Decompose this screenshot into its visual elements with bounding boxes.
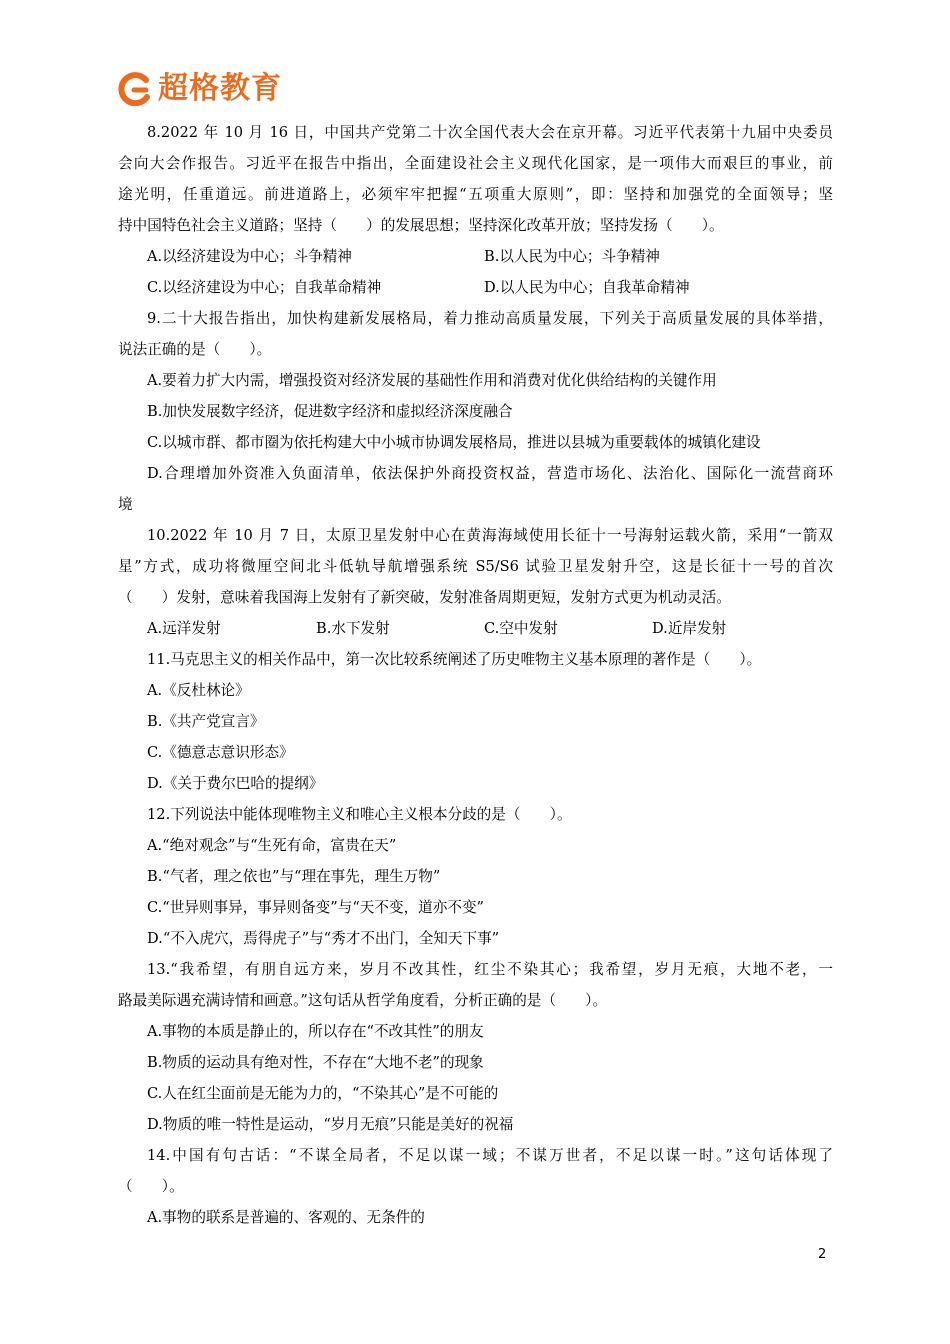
q9-option-a: A.要着力扩大内需，增强投资对经济发展的基础性作用和消费对优化供给结构的关键作用 <box>147 372 717 389</box>
q8-options-row <box>118 272 833 303</box>
q11-option-a: A.《反杜林论》 <box>147 682 250 699</box>
page-number: 2 <box>818 1247 827 1262</box>
q9-stem-line: 说法正确的是（ ）。 <box>118 341 272 358</box>
q13-stem-line: 路最美际遇充满诗情和画意。”这句话从哲学角度看，分析正确的是（ ）。 <box>118 992 608 1009</box>
logo-icon <box>116 71 152 107</box>
q9-option-c: C.以城市群、都市圈为依托构建大中小城市协调发展格局，推进以县城为重要载体的城镇化建设 <box>147 434 761 451</box>
q14-stem-line: （ ）。 <box>118 1178 184 1195</box>
q8-option-a: A.以经济建设为中心；斗争精神 <box>147 248 352 265</box>
q8-options-row <box>118 241 833 272</box>
q8-option-d: D.以人民为中心；自我革命精神 <box>484 279 690 296</box>
q12-option-c: C.“世异则事异，事异则备变”与“天不变，道亦不变” <box>147 899 485 916</box>
q8-option-c: C.以经济建设为中心；自我革命精神 <box>147 279 382 296</box>
q13-option-c: C.人在红尘面前是无能为力的，“不染其心”是不可能的 <box>147 1085 499 1102</box>
q10-option-d: D.近岸发射 <box>652 620 727 637</box>
q8-stem-line: 会向大会作报告。习近平在报告中指出，全面建设社会主义现代化国家，是一项伟大而艰巨的事业，前 <box>118 155 833 172</box>
q12-stem: 12.下列说法中能体现唯物主义和唯心主义根本分歧的是（ ）。 <box>147 806 572 823</box>
q12-option-a: A.“绝对观念”与“生死有命，富贵在天” <box>147 837 397 854</box>
q10-stem-line: （ ）发射，意味着我国海上发射有了新突破，发射准备周期更短，发射方式更为机动灵活。 <box>118 589 731 606</box>
q13-option-d: D.物质的唯一特性是运动，“岁月无痕”只能是美好的祝福 <box>147 1116 514 1133</box>
q10-stem-line: 10.2022 年 10 月 7 日，太原卫星发射中心在黄海海域使用长征十一号海射运载火箭，采用“一箭双 <box>147 527 833 544</box>
q14-stem-line: 14.中国有句古话：“不谋全局者，不足以谋一域；不谋万世者，不足以谋一时。”这句话体现了 <box>147 1147 833 1164</box>
q9-option-d-cont: 境 <box>118 496 133 513</box>
q10-options-row <box>118 613 833 644</box>
q11-stem: 11.马克思主义的相关作品中，第一次比较系统阐述了历史唯物主义基本原理的著作是（ ）。 <box>147 651 762 668</box>
q11-option-c: C.《德意志意识形态》 <box>147 744 294 761</box>
q8-stem-line: 途光明，任重道远。前进道路上，必须牢牢把握“五项重大原则”，即：坚持和加强党的全面领导；坚 <box>118 186 833 203</box>
q13-stem-line: 13.“我希望，有朋自远方来，岁月不改其性，红尘不染其心；我希望，岁月无痕，大地不老，一 <box>147 961 833 978</box>
q10-option-a: A.远洋发射 <box>147 620 221 637</box>
q10-stem-line: 星”方式，成功将微厘空间北斗低轨导航增强系统 S5/S6 试验卫星发射升空，这是长征十一号的首次 <box>118 558 833 575</box>
q8-option-b: B.以人民为中心；斗争精神 <box>484 248 660 265</box>
q10-option-c: C.空中发射 <box>484 620 558 637</box>
brand-logo <box>116 68 282 110</box>
q8-stem-line: 8.2022 年 10 月 16 日，中国共产党第二十次全国代表大会在京开幕。习近平代表第十九届中央委员 <box>147 124 833 141</box>
q9-stem-line: 9.二十大报告指出，加快构建新发展格局，着力推动高质量发展，下列关于高质量发展的具体举措， <box>147 310 833 327</box>
q12-option-b: B.“气者，理之依也”与“理在事先，理生万物” <box>147 868 441 885</box>
q13-option-b: B.物质的运动具有绝对性，不存在“大地不老”的现象 <box>147 1054 484 1071</box>
q10-option-b: B.水下发射 <box>316 620 390 637</box>
q8-stem-line: 持中国特色社会主义道路；坚持（ ）的发展思想；坚持深化改革开放；坚持发扬（ ）。 <box>118 217 724 234</box>
q13-option-a: A.事物的本质是静止的，所以存在“不改其性”的朋友 <box>147 1023 484 1040</box>
q12-option-d: D.“不入虎穴，焉得虎子”与“秀才不出门，全知天下事” <box>147 930 500 947</box>
q11-option-d: D.《关于费尔巴哈的提纲》 <box>147 775 324 792</box>
q9-option-b: B.加快发展数字经济，促进数字经济和虚拟经济深度融合 <box>147 403 513 420</box>
question-content <box>118 117 833 1233</box>
q9-option-d: D.合理增加外资准入负面清单，依法保护外商投资权益，营造市场化、法治化、国际化一流营商环 <box>147 465 833 482</box>
q14-option-a: A.事物的联系是普遍的、客观的、无条件的 <box>147 1209 425 1226</box>
logo-text: 超格教育 <box>158 71 282 106</box>
q11-option-b: B.《共产党宣言》 <box>147 713 265 730</box>
